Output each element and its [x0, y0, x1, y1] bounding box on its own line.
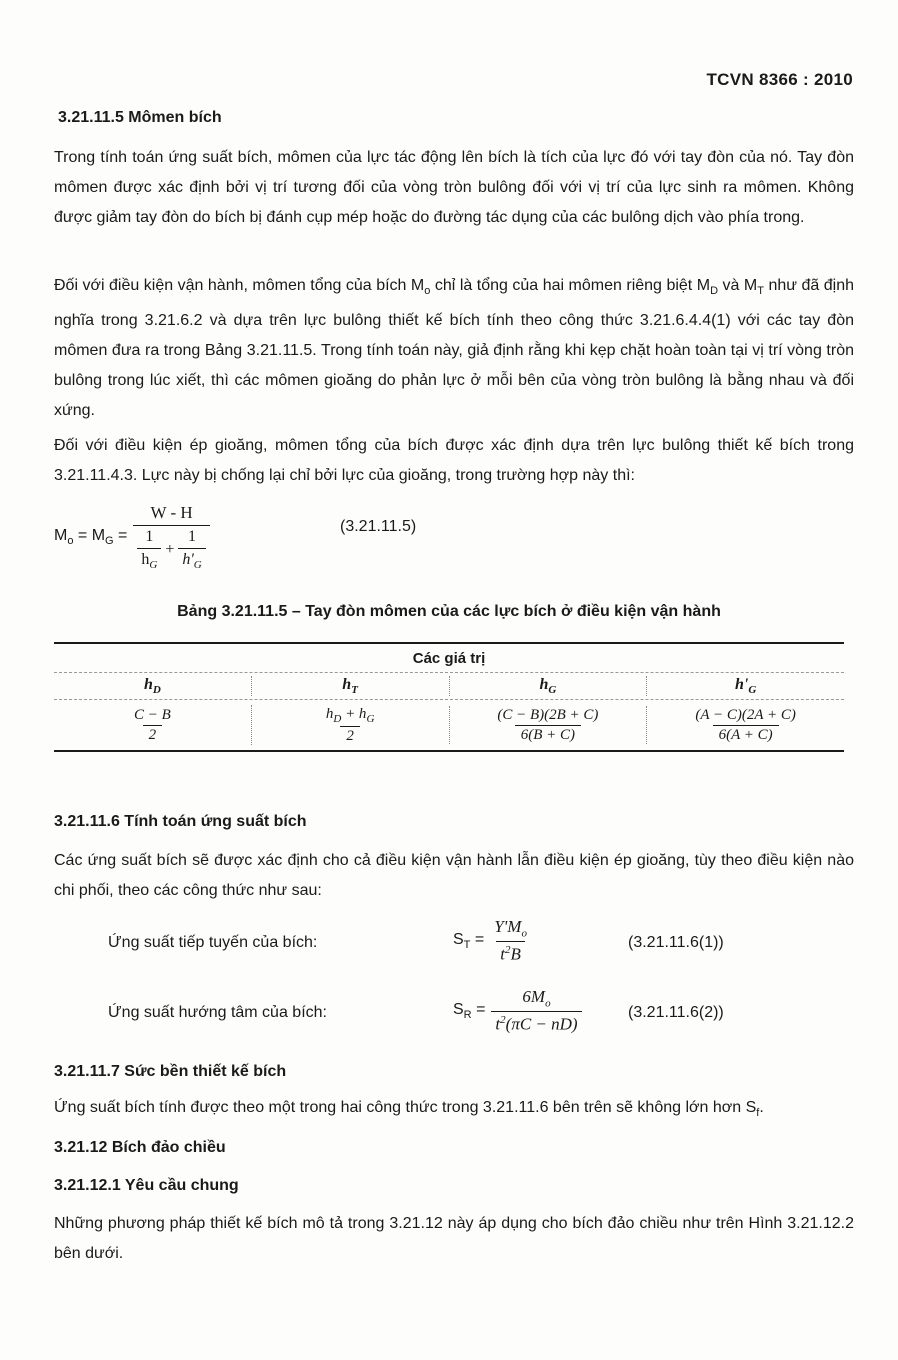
formula-number: (3.21.11.6(1)) [628, 934, 724, 951]
standard-code: TCVN 8366 : 2010 [706, 70, 853, 89]
paragraph-moment-definition [54, 143, 854, 233]
column-header: $h_D$ [143, 675, 161, 697]
section-heading-3-21-11-7: 3.21.11.7 Sức bền thiết kế bích [54, 1063, 287, 1080]
paragraph-design-strength: Ứng suất bích tính được theo một trong hai công thức trong 3.21.11.6 bên trên sẽ không lớn hơn $S_f$. [54, 1099, 764, 1120]
radial-stress-label: Ứng suất hướng tâm của bích: [108, 1004, 327, 1021]
formula-fraction: W - H $\frac{1}{h_G}$ + $\frac{1}{h'_G}$ [133, 503, 209, 571]
moment-arm-table [54, 642, 844, 752]
table-header-row [54, 673, 844, 699]
paragraph-reverse-flange [54, 1209, 854, 1269]
formula-radial-stress: $S_R$ = $\frac{6M_o}{t^2(\pi C - nD)}$ [453, 987, 582, 1035]
table-cell: $\frac{C - B}{2}$ [133, 707, 171, 743]
table-cell: $\frac{(C - B)(2B + C)}{6(B + C)}$ [449, 706, 647, 744]
table-group-header: Các giá trị [412, 649, 486, 667]
table-caption: Bảng 3.21.11.5 – Tay đòn mômen của các lực bích ở điều kiện vận hành [177, 603, 721, 620]
formula-total-moment [54, 503, 210, 571]
table-cell: $\frac{h_D + h_G}{2}$ [251, 705, 449, 745]
section-heading-3-21-11-6: 3.21.11.6 Tính toán ứng suất bích [54, 813, 307, 830]
paragraph-operating-condition [54, 271, 854, 426]
paragraph-text: Đối với điều kiện vận hành, mômen tổng của bích $M_o$ chỉ là tổng của hai mômen riêng biệt $M_D$ và $M_T$ như đã định nghĩa trong 3.21.6.2 và dựa trên lực bulông thiết kế bích tính theo công thức 3.21.6.4.4(1) với các tay đòn mômen đưa ra trong Bảng 3.21.11.5. Trong tính toán này, giả định rằng khi kẹp chặt hoàn toàn tại vị trí vòng tròn bulông trong lúc xiết, thì các mômen gioăng do phản lực ở mỗi bên của vòng tròn bulông là bằng nhau và đối xứng. [54, 277, 854, 420]
formula-number: (3.21.11.6(2)) [628, 1004, 724, 1021]
formula-number: (3.21.11.5) [340, 518, 417, 535]
column-header: $h_G$ [449, 676, 647, 696]
column-header: $h_T$ [251, 676, 449, 696]
formula-lhs: $M_o = M_G$ = [54, 527, 128, 548]
section-heading-3-21-12-1: 3.21.12.1 Yêu cầu chung [54, 1177, 239, 1194]
section-heading-3-21-12: 3.21.12 Bích đảo chiều [54, 1139, 226, 1156]
paragraph-text: Trong tính toán ứng suất bích, mômen của lực tác động lên bích là tích của lực đó với tay đòn của nó. Tay đòn mômen được xác định bởi vị trí tương đối của vòng tròn bulông đối với vị trí của lực sinh ra mômen. Không được giảm tay đòn do bích bị đánh cụp mép hoặc do đường tác dụng của các bulông dịch vào phía trong. [54, 149, 854, 226]
section-heading-3-21-11-5: 3.21.11.5 Mômen bích [58, 109, 222, 126]
tangential-stress-label: Ứng suất tiếp tuyến của bích: [108, 934, 318, 951]
table-cell: $\frac{(A - C)(2A + C)}{6(A + C)}$ [646, 706, 844, 744]
paragraph-text: Những phương pháp thiết kế bích mô tả trong 3.21.12 này áp dụng cho bích đảo chiều như trên Hình 3.21.12.2 bên dưới. [54, 1215, 854, 1262]
paragraph-stress-intro [54, 846, 854, 906]
formula-tangential-stress: $S_T$ = $\frac{Y'M_o}{t^2B}$ [453, 917, 527, 965]
table-row [54, 700, 844, 750]
paragraph-text: Đối với điều kiện ép gioăng, mômen tổng của bích được xác định dựa trên lực bulông thiết kế bích trong 3.21.11.4.3. Lực này bị chống lại chỉ bởi lực của gioăng, trong trường hợp này thì: [54, 437, 854, 484]
column-header: $h'_G$ [646, 676, 844, 696]
paragraph-text: Các ứng suất bích sẽ được xác định cho cả điều kiện vận hành lẫn điều kiện ép gioăng, tùy theo điều kiện nào chi phối, theo các công thức như sau: [54, 852, 854, 899]
paragraph-gasket-condition [54, 431, 854, 491]
